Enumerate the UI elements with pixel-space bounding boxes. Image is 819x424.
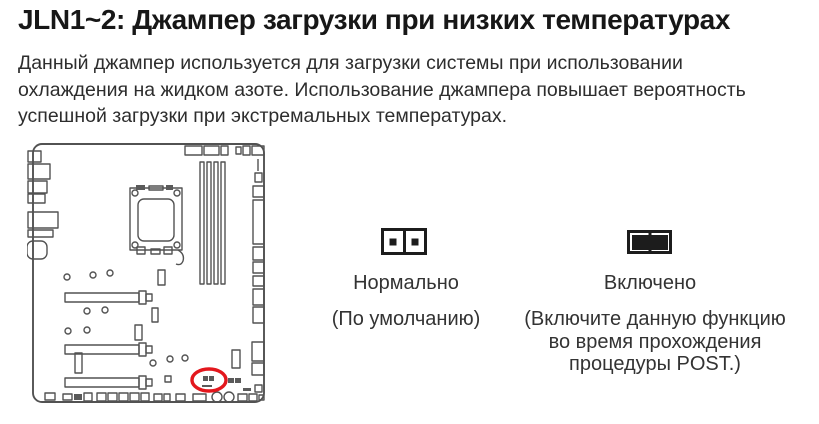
enabled-note-line: во время прохождения bbox=[548, 330, 762, 353]
description-line: охлаждения на жидком азоте. Использование джампера повышает вероятность bbox=[18, 78, 746, 101]
description-line: успешной загрузки при экстремальных температурах. bbox=[18, 105, 508, 127]
page-title: JLN1~2: Джампер загрузки при низких температурах bbox=[18, 4, 731, 35]
jumper-cap bbox=[632, 235, 668, 250]
ram-slots bbox=[200, 162, 225, 284]
mounting-holes bbox=[64, 270, 188, 366]
board-outline bbox=[33, 144, 264, 402]
io-ports bbox=[27, 151, 58, 259]
normal-option-label: Нормально bbox=[353, 272, 459, 294]
enabled-note-line: процедуры POST.) bbox=[569, 353, 741, 375]
normal-option-sublabel: (По умолчанию) bbox=[331, 308, 481, 330]
description bbox=[18, 50, 746, 130]
jumper-closed-icon bbox=[627, 230, 672, 254]
enabled-option-note bbox=[508, 308, 802, 376]
enabled-option-label: Включено bbox=[603, 272, 697, 294]
jumper-pin-left bbox=[384, 231, 403, 252]
cpu-socket bbox=[130, 186, 183, 265]
motherboard-diagram bbox=[27, 142, 267, 404]
board-line-art bbox=[27, 144, 264, 402]
jumper-pin-right bbox=[403, 231, 425, 252]
right-edge-connectors bbox=[252, 159, 264, 392]
enabled-note-line: (Включите данную функцию bbox=[524, 308, 786, 330]
jumper-open-icon bbox=[381, 228, 427, 255]
top-edge-connectors bbox=[185, 146, 264, 155]
description-line: Данный джампер используется для загрузки системы при использовании bbox=[18, 52, 683, 74]
m2-connectors bbox=[75, 270, 240, 382]
